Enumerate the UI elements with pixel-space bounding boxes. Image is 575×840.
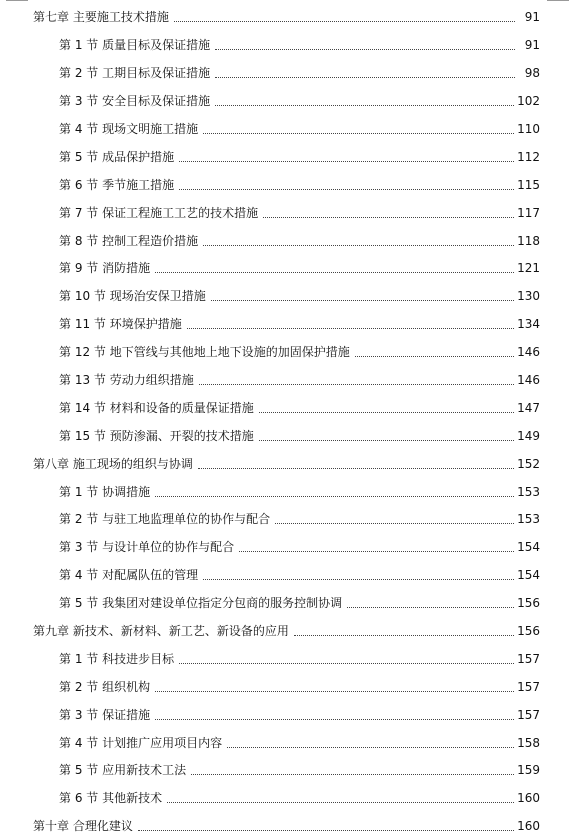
toc-entry-title: 第 13 节 劳动力组织措施 <box>59 373 194 388</box>
toc-entry-title: 第 6 节 季节施工措施 <box>59 177 175 192</box>
toc-dot-leader <box>155 271 514 273</box>
toc-entry-title: 第 2 节 工期目标及保证措施 <box>59 66 211 81</box>
toc-page-number: 98 <box>524 66 540 81</box>
toc-entry-title: 第九章 新技术、新材料、新工艺、新设备的应用 <box>33 624 289 639</box>
toc-dot-leader <box>239 550 514 552</box>
toc-entry-title: 第 4 节 现场文明施工措施 <box>59 122 199 136</box>
toc-entry-title: 第 2 节 组织机构 <box>59 679 151 694</box>
toc-page-number: 153 <box>517 512 540 527</box>
toc-entry-title: 第 8 节 控制工程造价措施 <box>59 233 199 248</box>
toc-entry-title: 第七章 主要施工技术措施 <box>33 10 169 25</box>
toc-section-entry[interactable] <box>0 142 575 170</box>
toc-dot-leader <box>167 801 514 803</box>
toc-page-number: 152 <box>517 456 540 471</box>
toc-entry-title: 第 1 节 质量目标及保证措施 <box>59 38 211 53</box>
toc-section-entry[interactable] <box>0 728 575 756</box>
toc-dot-leader <box>187 327 514 329</box>
toc-dot-leader <box>259 411 514 413</box>
toc-section-entry[interactable] <box>0 756 575 784</box>
toc-section-entry[interactable] <box>0 589 575 617</box>
toc-dot-leader <box>259 439 514 441</box>
toc-dot-leader <box>174 20 515 22</box>
toc-dot-leader <box>203 244 514 246</box>
toc-dot-leader <box>203 578 514 580</box>
toc-dot-leader <box>275 522 514 524</box>
toc-section-entry[interactable] <box>0 226 575 254</box>
toc-page-number: 159 <box>517 763 540 778</box>
toc-entry-title: 第 9 节 消防措施 <box>59 261 151 276</box>
toc-dot-leader <box>203 132 514 134</box>
toc-dot-leader <box>179 188 514 190</box>
toc-page-number: 157 <box>517 679 540 694</box>
toc-section-entry[interactable] <box>0 700 575 728</box>
toc-page-number: 157 <box>517 707 540 722</box>
toc-entry-title: 第十章 合理化建议 <box>33 819 133 834</box>
toc-page-number: 154 <box>517 540 540 555</box>
toc-chapter-entry[interactable] <box>0 449 575 477</box>
toc-entry-title: 第 3 节 保证措施 <box>59 707 151 722</box>
toc-page-number: 118 <box>517 233 540 248</box>
toc-page-number: 156 <box>517 624 540 639</box>
toc-page-number: 146 <box>517 373 540 388</box>
toc-dot-leader <box>215 48 515 50</box>
toc-section-entry[interactable] <box>0 282 575 310</box>
toc-page-number: 160 <box>517 791 540 806</box>
toc-section-entry[interactable] <box>0 31 575 59</box>
toc-entry-title: 第 10 节 现场治安保卫措施 <box>59 289 206 304</box>
toc-page-number: 115 <box>517 177 540 192</box>
toc-page-number: 112 <box>517 149 540 164</box>
toc-dot-leader <box>215 104 514 106</box>
toc-page-number: 157 <box>517 651 540 666</box>
toc-page-number: 156 <box>517 596 540 611</box>
toc-entry-title: 第 3 节 与设计单位的协作与配合 <box>59 540 235 555</box>
toc-section-entry[interactable] <box>0 310 575 338</box>
toc-entry-title: 第 7 节 保证工程施工工艺的技术措施 <box>59 205 259 220</box>
toc-page-number: 153 <box>517 484 540 499</box>
toc-page-number: 102 <box>517 94 540 109</box>
toc-section-entry[interactable] <box>0 366 575 394</box>
toc-chapter-entry[interactable] <box>0 617 575 645</box>
toc-chapter-entry[interactable] <box>0 812 575 840</box>
toc-entry-title: 第 12 节 地下管线与其他地上地下设施的加固保护措施 <box>59 345 350 360</box>
toc-entry-title: 第 4 节 对配属队伍的管理 <box>59 568 199 583</box>
toc-dot-leader <box>191 773 514 775</box>
toc-section-entry[interactable] <box>0 477 575 505</box>
toc-section-entry[interactable] <box>0 115 575 143</box>
toc-dot-leader <box>347 606 514 608</box>
toc-section-entry[interactable] <box>0 421 575 449</box>
toc-entry-title: 第 2 节 与驻工地监理单位的协作与配合 <box>59 512 271 527</box>
toc-section-entry[interactable] <box>0 784 575 812</box>
toc-dot-leader <box>199 383 514 385</box>
toc-entry-title: 第 5 节 应用新技术工法 <box>59 763 187 778</box>
table-of-contents <box>0 3 575 840</box>
toc-dot-leader <box>155 718 514 720</box>
toc-dot-leader <box>138 829 514 831</box>
toc-section-entry[interactable] <box>0 59 575 87</box>
toc-entry-title: 第八章 施工现场的组织与协调 <box>33 456 193 471</box>
toc-entry-title: 第 14 节 材料和设备的质量保证措施 <box>59 400 254 415</box>
toc-entry-title: 第 15 节 预防渗漏、开裂的技术措施 <box>59 428 254 443</box>
toc-section-entry[interactable] <box>0 561 575 589</box>
toc-page-number: 134 <box>517 317 540 332</box>
toc-dot-leader <box>227 746 514 748</box>
toc-page-number: 146 <box>517 345 540 360</box>
toc-dot-leader <box>355 355 514 357</box>
toc-page-number: 130 <box>517 289 540 304</box>
toc-section-entry[interactable] <box>0 672 575 700</box>
toc-page-number: 117 <box>517 205 540 220</box>
toc-page-number: 149 <box>517 428 540 443</box>
toc-section-entry[interactable] <box>0 393 575 421</box>
toc-page-number: 91 <box>524 38 540 53</box>
toc-dot-leader <box>211 299 514 301</box>
toc-dot-leader <box>215 76 515 78</box>
toc-section-entry[interactable] <box>0 170 575 198</box>
toc-section-entry[interactable] <box>0 533 575 561</box>
toc-page-number: 91 <box>524 10 540 25</box>
toc-section-entry[interactable] <box>0 644 575 672</box>
toc-entry-title: 第 11 节 环境保护措施 <box>59 317 182 332</box>
toc-page-number: 121 <box>517 261 540 276</box>
toc-entry-title: 第 1 节 科技进步目标 <box>59 651 175 666</box>
toc-page-number: 147 <box>517 400 540 415</box>
toc-section-entry[interactable] <box>0 254 575 282</box>
toc-section-entry[interactable] <box>0 505 575 533</box>
toc-page-number: 110 <box>517 122 540 136</box>
toc-entry-title: 第 5 节 成品保护措施 <box>59 149 175 164</box>
toc-dot-leader <box>179 160 514 162</box>
toc-entry-title: 第 3 节 安全目标及保证措施 <box>59 94 211 109</box>
toc-dot-leader <box>263 216 514 218</box>
toc-entry-title: 第 5 节 我集团对建设单位指定分包商的服务控制协调 <box>59 596 343 611</box>
toc-page-number: 158 <box>517 735 540 750</box>
toc-section-entry[interactable] <box>0 198 575 226</box>
toc-entry-title: 第 1 节 协调措施 <box>59 484 151 499</box>
toc-section-entry[interactable] <box>0 87 575 115</box>
toc-chapter-entry[interactable] <box>0 3 575 31</box>
toc-dot-leader <box>155 495 514 497</box>
toc-entry-title: 第 4 节 计划推广应用项目内容 <box>59 735 223 750</box>
toc-page-number: 154 <box>517 568 540 583</box>
toc-page-number: 160 <box>517 819 540 834</box>
toc-dot-leader <box>155 690 514 692</box>
toc-section-entry[interactable] <box>0 338 575 366</box>
toc-dot-leader <box>198 467 514 469</box>
toc-entry-title: 第 6 节 其他新技术 <box>59 791 163 806</box>
toc-dot-leader <box>179 662 514 664</box>
toc-dot-leader <box>294 634 514 636</box>
